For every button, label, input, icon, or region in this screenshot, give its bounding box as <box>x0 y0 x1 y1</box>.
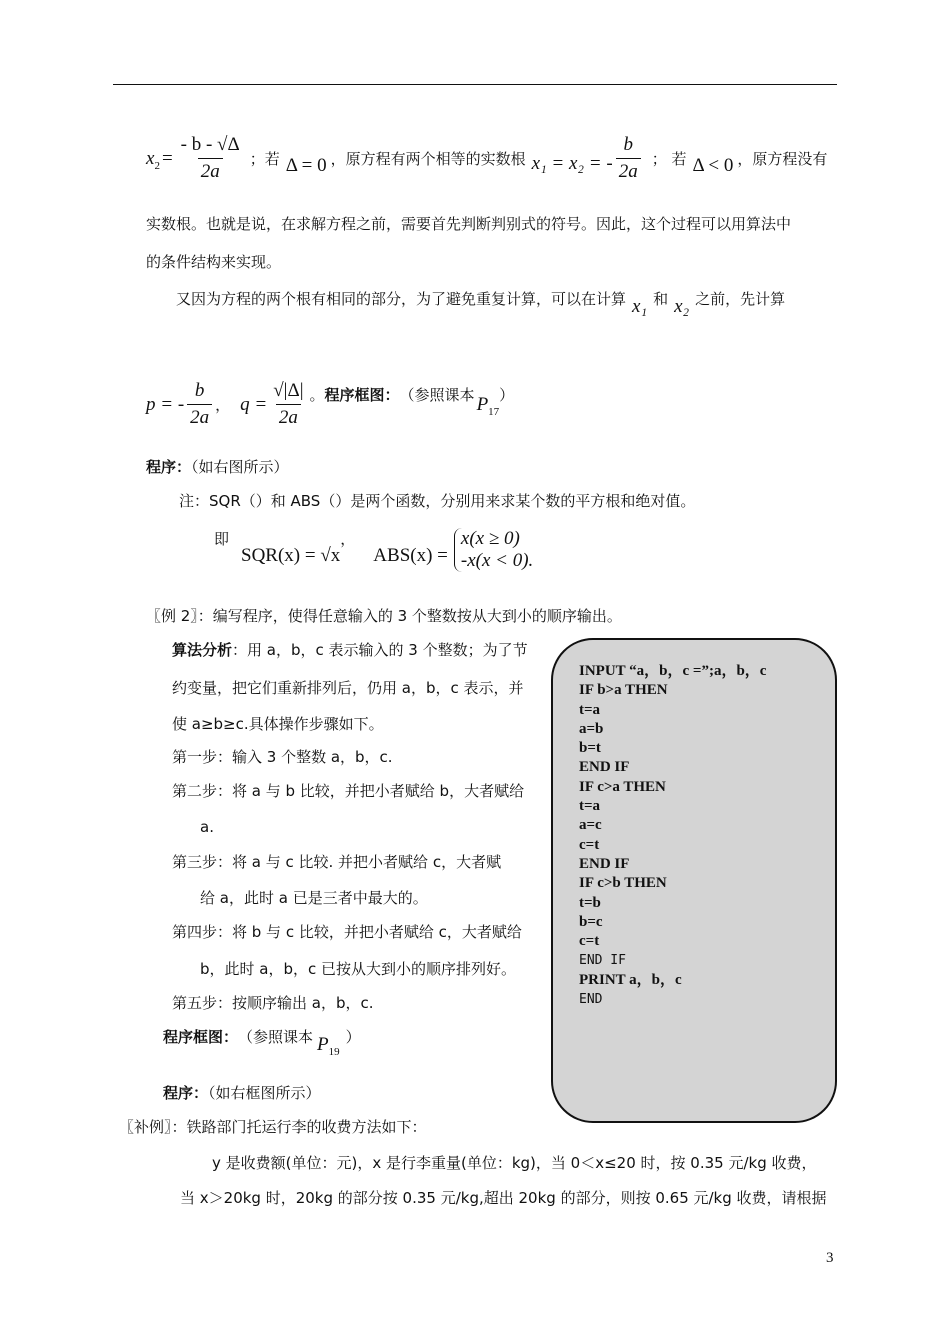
sqr-definition: SQR(x) = √x <box>241 545 341 566</box>
p-fraction <box>187 380 212 429</box>
program-code-box <box>551 638 837 1123</box>
code-line: END IF <box>579 855 630 872</box>
supplement-line-2: 当 x＞20kg 时，20kg 的部分按 0.35 元/kg,超出 20kg 的部分，则按 0.65 元/kg 收费，请根据 <box>180 1189 827 1207</box>
flowchart-label-2: 程序框图： <box>163 1028 239 1046</box>
example-2-title: 〖例 2〗：编写程序，使得任意输入的 3 个整数按从大到小的顺序输出。 <box>146 607 622 625</box>
code-line: END <box>579 992 603 1008</box>
code-line: END IF <box>579 953 626 969</box>
flowchart-ref-1: （参照课本 <box>399 386 475 404</box>
code-line: c=t <box>579 836 600 853</box>
program-line-2 <box>163 1082 321 1103</box>
step-2-b: a. <box>200 818 214 836</box>
flowchart-ref-close-1: ） <box>499 386 515 404</box>
program-note-1: （如右图所示） <box>191 458 289 476</box>
q-denominator: 2a <box>276 404 301 429</box>
code-line: INPUT “a，b，c =”;a，b，c <box>579 663 767 679</box>
code-line: b=t <box>579 740 601 757</box>
flowchart-ref-2: （参照课本 <box>238 1028 314 1046</box>
func-comma: ， <box>340 530 356 548</box>
b-over-2a-fraction <box>616 134 641 183</box>
step-1: 第一步：输入 3 个整数 a，b，c. <box>172 748 393 766</box>
abs-cases-brace <box>454 528 533 572</box>
ruo-text-1: ；若 <box>249 150 280 168</box>
code-line: c=t <box>579 933 600 950</box>
formula-line-1: $x_2$ = $\frac{- b - √\Delta}{2a}$ ；若 Δ = 0 ，原方程有两个相等的实数根 x₁ = x₂ = - $\frac{b}{2a}$ ； 若 Δ < 0 ，原方程没有 <box>146 134 828 182</box>
abs-definition: ABS(x) = <box>373 545 448 566</box>
para2-x2: x₂ <box>674 296 690 317</box>
textbook-page-ref-2: $P_{19}$ <box>317 1034 340 1058</box>
flowchart-ref-close-2: ） <box>345 1028 361 1046</box>
x2-symbol: $x_2$ <box>146 147 160 172</box>
analysis-line-2: 约变量，把它们重新排列后，仍用 a，b，c 表示，并 <box>172 679 524 697</box>
program-label-1: 程序： <box>146 458 192 476</box>
analysis-text-1: ：用 a，b，c 表示输入的 3 个整数；为了节 <box>232 641 528 659</box>
flowchart-label-1: 程序框图： <box>324 386 400 404</box>
para2-x1: x₁ <box>632 296 648 317</box>
note-line: 注：SQR（）和 ABS（）是两个函数，分别用来求某个数的平方根和绝对值。 <box>179 492 696 510</box>
delta-lt-zero: Δ < 0 <box>692 154 734 176</box>
q-numerator: √|Δ| <box>273 380 304 401</box>
pq-formula-line <box>146 380 514 429</box>
code-line: IF c>b THEN <box>579 875 667 892</box>
function-definitions <box>214 528 533 572</box>
analysis-line-3: 使 a≥b≥c.具体操作步骤如下。 <box>172 715 384 733</box>
program-note-2: （如右框图所示） <box>208 1084 321 1102</box>
pq-dot: 。 <box>309 386 325 404</box>
step-4-a: 第四步：将 b 与 c 比较，并把小者赋给 c，大者赋给 <box>172 923 522 941</box>
no-root-text: ，原方程没有 <box>737 150 828 168</box>
step-5: 第五步：按顺序输出 a，b，c. <box>172 994 374 1012</box>
code-line: t=b <box>579 894 601 911</box>
abs-case-2: -x(x < 0). <box>460 550 534 571</box>
para2-line <box>176 288 786 317</box>
code-line: a=b <box>579 720 604 737</box>
equal-roots-text: ，原方程有两个相等的实数根 <box>330 150 526 168</box>
program-line-1 <box>146 456 289 477</box>
q-fraction <box>270 380 306 429</box>
code-line: IF c>a THEN <box>579 778 666 795</box>
para2-and: 和 <box>653 290 669 308</box>
code-line: PRINT a，b，c <box>579 971 682 988</box>
code-line: b=c <box>579 913 603 930</box>
page-number: 3 <box>826 1250 834 1266</box>
code-line: t=a <box>579 798 601 815</box>
b-numerator: b <box>623 134 633 155</box>
supplement-line-1: y 是收费额(单位：元)，x 是行李重量(单位：kg)，当 0＜x≤20 时，按 0.35 元/kg 收费， <box>212 1154 817 1172</box>
pq-comma: ， <box>215 396 231 414</box>
x2-fraction <box>178 134 243 183</box>
textbook-page-ref-1: $P_{17}$ <box>476 394 500 418</box>
abs-case-1: x(x ≥ 0) <box>460 528 520 549</box>
para1-line1: 实数根。也就是说，在求解方程之前，需要首先判断判别式的符号。因此，这个过程可以用算法中 <box>146 215 792 233</box>
q-lhs: q = <box>240 393 268 415</box>
code-line: a=c <box>579 817 602 834</box>
p-denominator: 2a <box>187 404 212 429</box>
analysis-label: 算法分析 <box>172 641 233 659</box>
ji-text: 即 <box>214 530 230 548</box>
x2-numerator: - b - √Δ <box>180 134 240 155</box>
step-2-a: 第二步：将 a 与 b 比较，并把小者赋给 b，大者赋给 <box>172 782 525 800</box>
para2-text: 又因为方程的两个根有相同的部分，为了避免重复计算，可以在计算 <box>176 290 627 308</box>
delta-eq-zero: Δ = 0 <box>285 154 327 176</box>
flowchart-line-2 <box>163 1026 361 1056</box>
step-4-b: b，此时 a，b，c 已按从大到小的顺序排列好。 <box>200 960 517 978</box>
x1-eq-x2: x₁ = x₂ = - <box>531 152 613 174</box>
analysis-line-1 <box>172 639 528 660</box>
ruo-text-2: ； 若 <box>651 150 687 168</box>
para2-end: 之前，先计算 <box>695 290 786 308</box>
code-line: t=a <box>579 701 601 718</box>
x2-denominator: 2a <box>198 158 223 183</box>
para1-line2: 的条件结构来实现。 <box>146 253 282 271</box>
p-numerator: b <box>194 380 205 401</box>
supplement-title: 〖补例〗：铁路部门托运行李的收费方法如下： <box>119 1118 427 1136</box>
b-denominator: 2a <box>616 158 641 183</box>
p-lhs: p = - <box>146 393 185 415</box>
step-3-b: 给 a，此时 a 已是三者中最大的。 <box>200 889 428 907</box>
code-line: IF b>a THEN <box>579 682 668 699</box>
header-rule <box>113 84 837 85</box>
step-3-a: 第三步：将 a 与 c 比较. 并把小者赋给 c，大者赋 <box>172 853 502 871</box>
code-line: END IF <box>579 759 630 776</box>
program-label-2: 程序： <box>163 1084 209 1102</box>
